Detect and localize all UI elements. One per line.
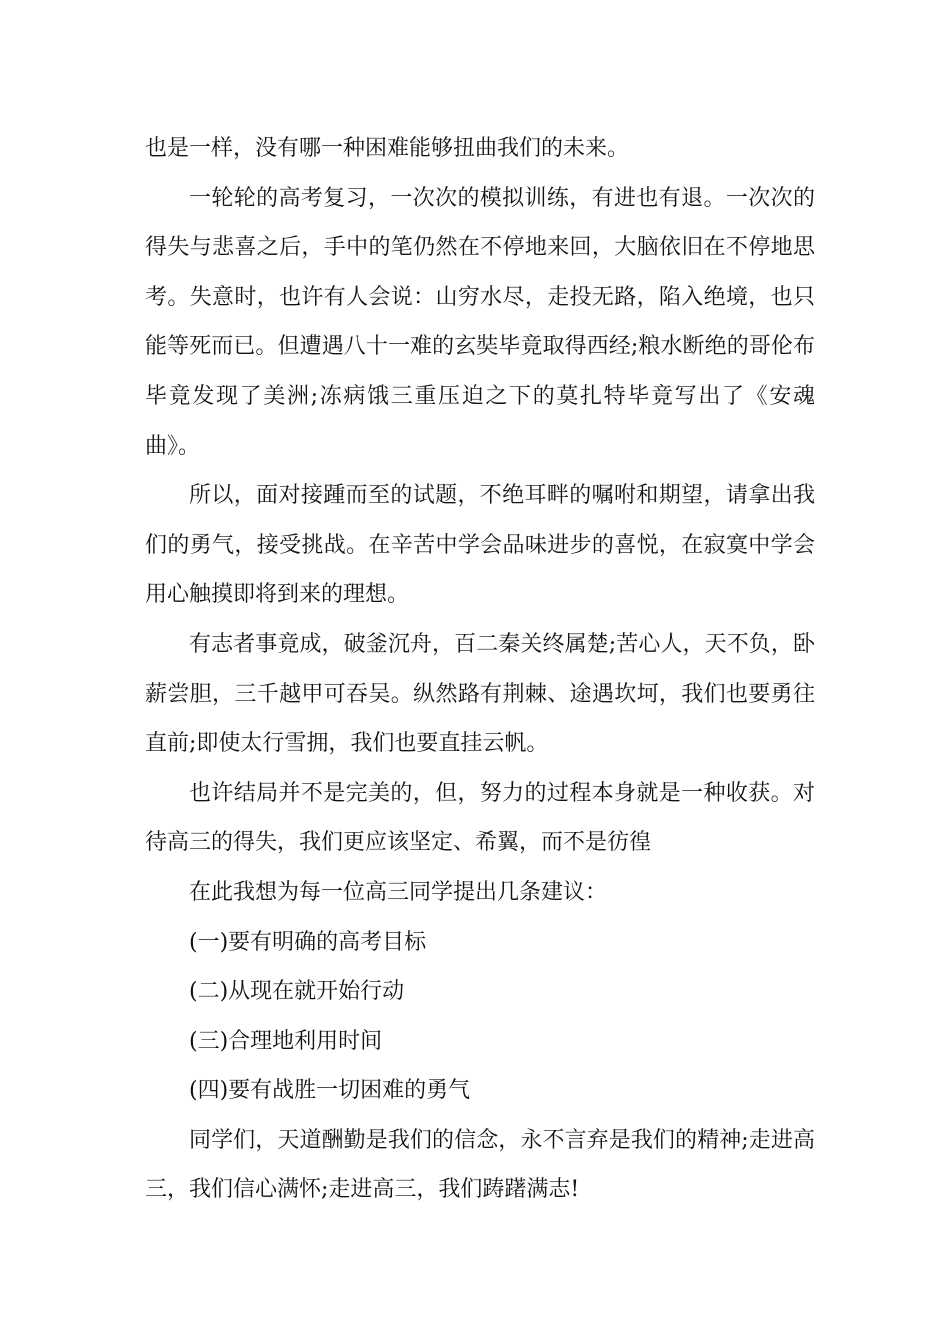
document-body (145, 124, 815, 1215)
paragraph-4: 有志者事竟成，破釜沉舟，百二秦关终属楚;苦心人，天不负，卧薪尝胆，三千越甲可吞吴。纵然路有荆棘、途遇坎坷，我们也要勇往直前;即使太行雪拥，我们也要直挂云帆。 (145, 631, 815, 757)
paragraph-2: 一轮轮的高考复习，一次次的模拟训练，有进也有退。一次次的得失与悲喜之后，手中的笔仍然在不停地来回，大脑依旧在不停地思考。失意时，也许有人会说：山穷水尽，走投无路，陷入绝境，也只能等死而已。但遭遇八十一难的玄奘毕竟取得西经;粮水断绝的哥伦布毕竟发现了美洲;冻病饿三重压迫之下的莫扎特毕竟写出了《安魂曲》。 (145, 185, 815, 459)
paragraph-6: 在此我想为每一位高三同学提出几条建议： (189, 879, 608, 905)
paragraph-3: 所以，面对接踵而至的试题，不绝耳畔的嘱咐和期望，请拿出我们的勇气，接受挑战。在辛苦中学会品味进步的喜悦，在寂寞中学会用心触摸即将到来的理想。 (145, 483, 815, 608)
list-item-1: (一)要有明确的高考目标 (189, 929, 427, 955)
paragraph-1: 也是一样，没有哪一种困难能够扭曲我们的未来。 (145, 136, 630, 161)
list-item-4: (四)要有战胜一切困难的勇气 (189, 1078, 471, 1104)
list-item-3: (三)合理地利用时间 (189, 1028, 383, 1054)
paragraph-5: 也许结局并不是完美的，但，努力的过程本身就是一种收获。对待高三的得失，我们更应该坚定、希翼，而不是彷徨 (145, 780, 815, 856)
paragraph-closing: 同学们，天道酬勤是我们的信念，永不言弃是我们的精神;走进高三，我们信心满怀;走进高三，我们踌躇满志! (145, 1127, 815, 1203)
list-item-2: (二)从现在就开始行动 (189, 979, 405, 1005)
